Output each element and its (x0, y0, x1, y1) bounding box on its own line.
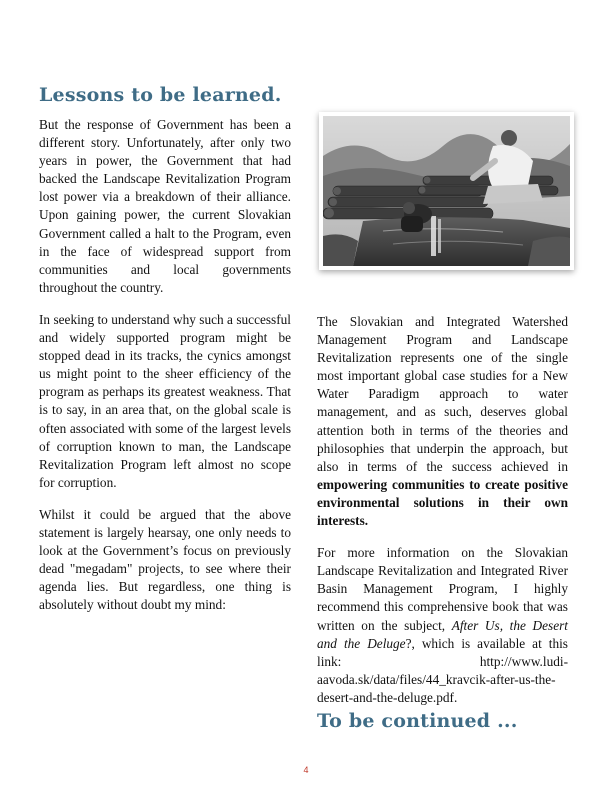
left-column (39, 116, 291, 628)
book-link-text: ?, which is available at this link: http://www.ludi-aavoda.sk/data/files/44_kravcik-after-us-the- desert-and-the-deluge.pdf. (317, 635, 568, 705)
closing-heading: To be continued ... (317, 710, 518, 732)
photo-frame (319, 112, 574, 270)
paragraph-cynics: In seeking to understand why such a successful and widely supported program might be stopped dead in its tracks, the cynics amongst us might point to the sheer efficiency of the program as perhaps its greatest weakness. That is to say, in an area that, on the global scale is often associated with some of the largest levels of corruption known to man, the Landscape Revitalization Program left almost no scope for corruption. (39, 311, 291, 490)
case-study-emphasis: empowering communities to create positive environmental solutions in their own interests. (317, 476, 568, 529)
paragraph-government-response: But the response of Government has been a different story. Unfortunately, after only two years in power, the Government that had backed the Landscape Revitalization Program lost power via a breakdown of their alliance. Upon gaining power, the current Slovakian Government called a halt to the Program, even in the face of widespread support from communities and local governments throughout the country. (39, 117, 291, 295)
page-number: 4 (303, 765, 309, 775)
section-heading: Lessons to be learned. (39, 84, 282, 106)
photo-people-building-water-retention-structure (323, 116, 570, 266)
paragraph-case-study (317, 313, 568, 530)
case-study-text: The Slovakian and Integrated Watershed Management Program and Landscape Revitalization represents one of the single most important global case studies for a New Water Paradigm approach to water management, and as such, deserves global attention both in terms of the theories and philosophies that underpin the approach, but also in terms of the success achieved in (317, 314, 568, 474)
more-info-text: For more information on the Slovakian Landscape Revitalization and Integrated River Basin Management Program, I highly recommend this comprehensive book that was written on the subject, (317, 545, 568, 633)
right-column (317, 313, 568, 721)
book-title: After Us, the Desert and the Deluge (317, 617, 568, 651)
paragraph-hearsay: Whilst it could be argued that the above statement is largely hearsay, one only needs to look at the Government’s focus on previously dead "megadam" projects, to see where their agenda lies. But regardless, one thing is absolutely without doubt my mind: (39, 506, 291, 613)
paragraph-more-information (317, 544, 568, 707)
